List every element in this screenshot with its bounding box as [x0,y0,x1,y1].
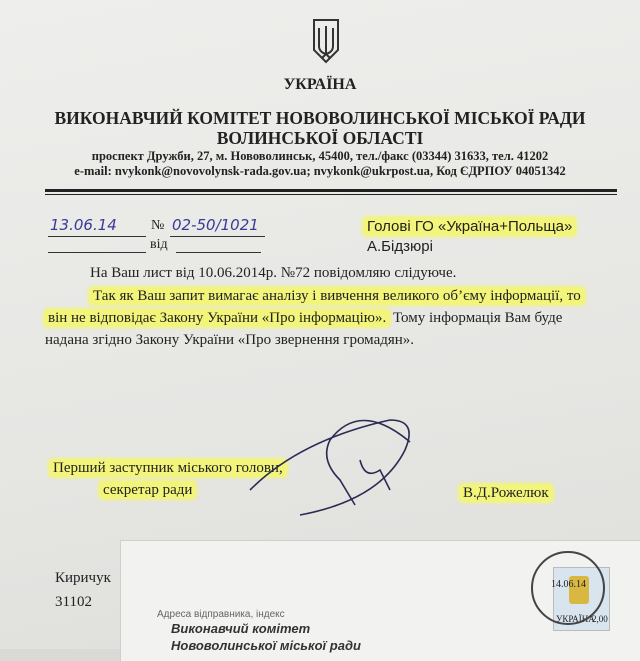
signer-title-line2: секретар ради [100,482,195,498]
recipient-line1: Голові ГО «Україна+Польща» [364,218,575,235]
from-line-right [176,252,261,253]
postmark [531,551,605,625]
executor-name: Киричук [55,570,111,586]
recipient-line2: А.Бідзюрі [367,238,433,255]
sender-label: Адреса відправника, індекс [157,609,285,620]
body-p2-line1: Так як Ваш запит вимагає аналізу і вивчення великого об’єму інформації, то [90,288,584,304]
header-divider [45,189,617,195]
trident-emblem-icon [311,18,341,64]
country-name: УКРАЇНА [283,76,357,93]
org-address: проспект Дружби, 27, м. Нововолинськ, 45400, тел./факс (03344) 31633, тел. 41202 [91,149,549,163]
sender-line1: Виконавчий комітет [171,621,311,636]
stamp-country: УКРАЇНА [556,614,595,624]
email-sep: ; [306,164,314,178]
signer-title-line1: Перший заступник міського голови, [50,460,286,476]
letter-date: 13.06.14 [50,216,117,234]
envelope [120,540,640,661]
body-p2-line2-highlight: він не відповідає Закону України «Про інформацію». [45,310,389,326]
postmark-date: 14.06.14 [551,579,586,590]
from-line-left [48,252,146,253]
stamp-value: 2,00 [592,614,608,624]
date-line [48,236,146,237]
email-link-1[interactable]: nvykonk@novovolynsk-rada.gov.ua [114,164,307,178]
number-line [170,236,265,237]
number-label: № [151,218,165,233]
org-title-line1: ВИКОНАВЧИЙ КОМІТЕТ НОВОВОЛИНСЬКОЇ МІСЬКОЇ РАДИ [54,108,586,128]
from-label: від [150,237,168,252]
body-p2-line3: надана згідно Закону України «Про звернення громадян». [45,332,415,348]
email-label: e-mail: [74,164,115,178]
body-p2-line2-rest: Тому інформація Вам буде [389,310,563,326]
handwritten-signature [240,380,420,530]
body-paragraph-1: На Ваш лист від 10.06.2014р. №72 повідомляю слідуюче. [90,265,457,281]
executor-phone: 31102 [55,594,92,610]
letter-number: 02-50/1021 [172,216,259,234]
org-contacts [0,164,640,179]
email-link-2[interactable]: nvykonk@ukrpost.ua [313,164,430,178]
org-title-line2: ВОЛИНСЬКОЇ ОБЛАСТІ [216,128,424,148]
signer-name: В.Д.Рожелюк [460,485,552,501]
sender-line2: Нововолинської міської ради [171,638,361,653]
edrpou-code: , Код ЄДРПОУ 04051342 [429,164,566,178]
